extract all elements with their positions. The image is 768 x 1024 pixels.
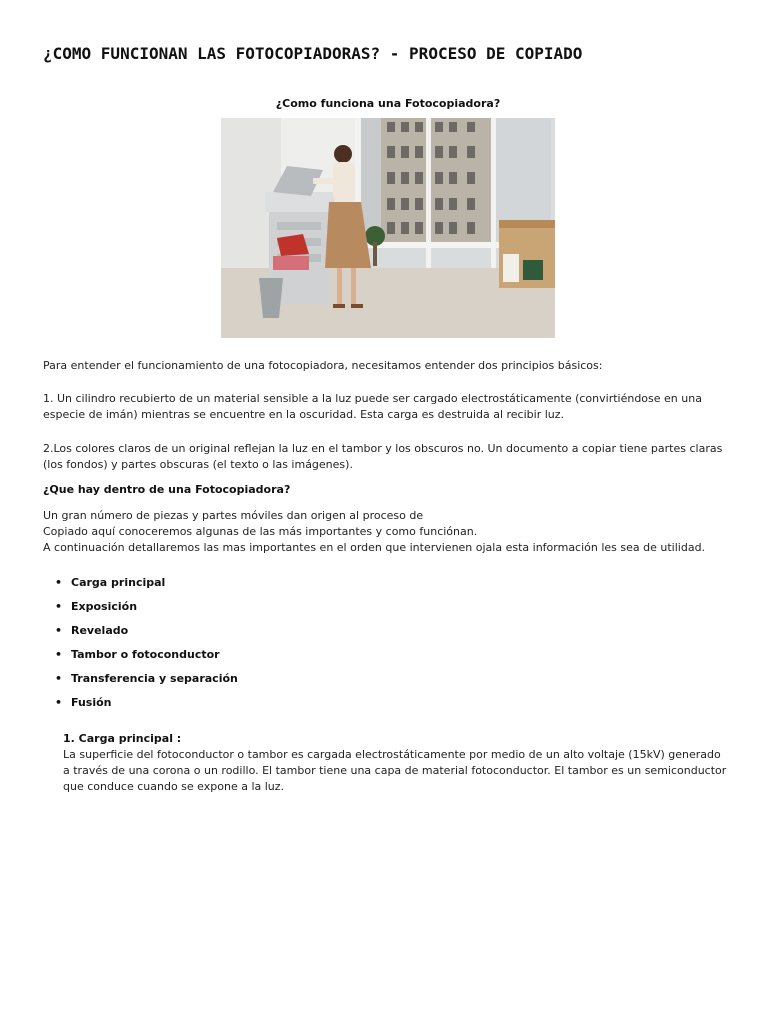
photocopier-photo: [221, 118, 555, 338]
section-line-1: La superficie del fotoconductor o tambor es cargada electrostáticamente por medio de un alto voltaje (15kV) generado: [63, 748, 721, 761]
section-carga-principal: [63, 731, 743, 795]
inside-line-2: Copiado aquí conoceremos algunas de las más importantes y como funciónan.: [43, 525, 478, 538]
list-item: • Exposición: [55, 599, 238, 623]
intro-paragraph: Para entender el funcionamiento de una fotocopiadora, necesitamos entender dos principios básicos:: [43, 359, 603, 372]
section-line-3: que conduce cuando se expone a la luz.: [63, 780, 285, 793]
principle-one-line-1: 1. Un cilindro recubierto de un material sensible a la luz puede ser cargado electrostáticamente (convirtiéndose en una: [43, 392, 702, 405]
principle-one-line-2: especie de imán) mientras se encuentre en la oscuridad. Esta carga es destruida al recibir luz.: [43, 408, 565, 421]
principle-two-line-2: (los fondos) y partes obscuras (el texto o las imágenes).: [43, 458, 353, 471]
principle-two: [43, 441, 743, 473]
intro-heading: ¿Como funciona una Fotocopiadora?: [275, 97, 501, 110]
list-item: • Fusión: [55, 695, 238, 719]
principle-one: [43, 391, 743, 423]
list-item: • Transferencia y separación: [55, 671, 238, 695]
inside-line-1: Un gran número de piezas y partes móviles dan origen al proceso de: [43, 509, 424, 522]
inside-heading: ¿Que hay dentro de una Fotocopiadora?: [43, 483, 291, 496]
section-line-2: a través de una corona o un rodillo. El tambor tiene una capa de material fotoconductor. El tambor es un semiconductor: [63, 764, 727, 777]
list-item: • Revelado: [55, 623, 238, 647]
section-title: 1. Carga principal :: [63, 732, 182, 745]
inside-line-3: A continuación detallaremos las mas importantes en el orden que intervienen ojala esta información les sea de utilidad.: [43, 541, 706, 554]
principle-two-line-1: 2.Los colores claros de un original reflejan la luz en el tambor y los obscuros no. Un documento a copiar tiene partes claras: [43, 442, 723, 455]
inside-paragraph: [43, 508, 743, 556]
components-list: [55, 575, 238, 719]
page-title: ¿COMO FUNCIONAN LAS FOTOCOPIADORAS? - PROCESO DE COPIADO: [43, 44, 583, 63]
list-item: • Carga principal: [55, 575, 238, 599]
list-item: • Tambor o fotoconductor: [55, 647, 238, 671]
